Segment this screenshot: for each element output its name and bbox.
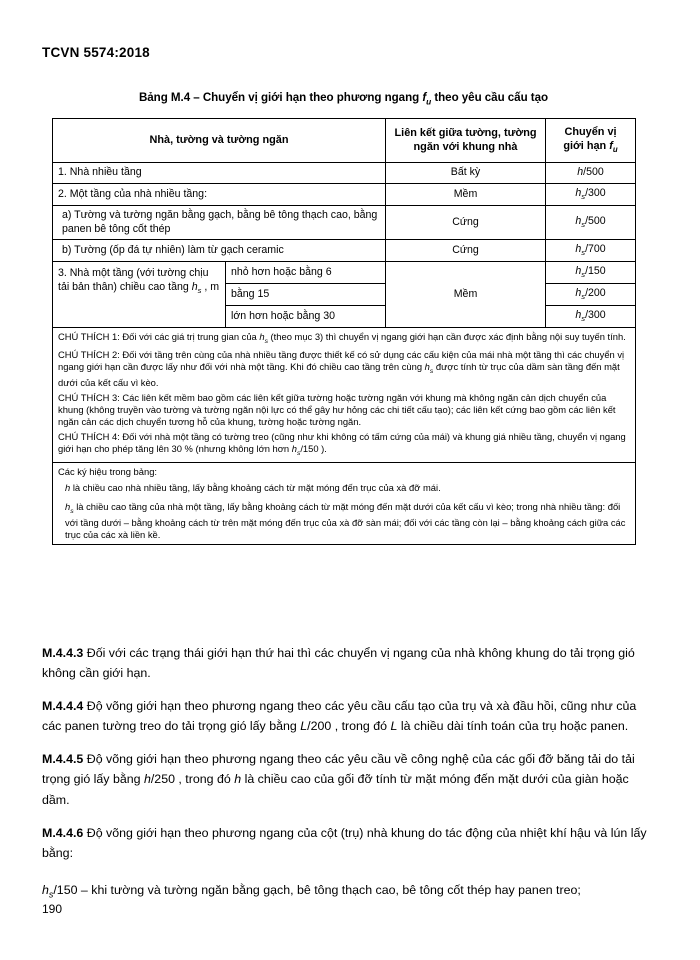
table-symbols: [53, 462, 636, 544]
table-caption-variable: $f_u$: [422, 91, 432, 107]
row3-condition-2: bằng 15: [226, 284, 386, 306]
table-caption: [52, 91, 635, 106]
note-2: CHÚ THÍCH 2: Đối với tầng trên cùng của nhà nhiều tầng được thiết kế có sử dụng các cấu kiện của mái nhà một tầng thì các chuyển vị ngang giới hạn cần được lấy như đối với nhà một tầng. Khi đó chiều cao tầng trên cùng $h_s$ được tính từ trục của dầm sàn tầng đến mặt dưới của kết cấu vì kèo.: [58, 349, 625, 388]
table-m4-wrapper: [52, 118, 635, 545]
symbols-title: Các ký hiệu trong bảng:: [58, 465, 158, 477]
row3-value-3: $h_s/300$: [546, 305, 636, 327]
document-code: TCVN 5574:2018: [42, 45, 150, 60]
paragraph-symbol-hs150: $h_s/150$ – khi tường và tường ngăn bằng gạch, bê tông thạch cao, bê tông cốt thép hay panen treo;: [42, 882, 581, 900]
row-value-2: $h_s/300$: [546, 184, 636, 206]
row3-value-2: $h_s/200$: [546, 284, 636, 306]
row-value-1: h/500: [546, 162, 636, 184]
clause-number-m443: M.4.4.3: [42, 646, 84, 660]
row-label-2a: a) Tường và tường ngăn bằng gạch, bằng bê tông thạch cao, bằng panen bê tông cốt thép: [53, 206, 386, 240]
row-label-1: 1. Nhà nhiều tầng: [53, 162, 386, 184]
column-header-connection: Liên kết giữa tường, tường ngăn với khung nhà: [386, 119, 546, 163]
paragraph-m446: M.4.4.6 Độ võng giới hạn theo phương ngang của cột (trụ) nhà khung do tác động của nhiệt khí hậu và lún lấy bằng:: [42, 825, 647, 860]
row-label-2: 2. Một tầng của nhà nhiều tầng:: [53, 184, 386, 206]
row-link-2b: Cứng: [386, 240, 546, 262]
column-header-building: Nhà, tường và tường ngăn: [53, 119, 386, 163]
note-1: CHÚ THÍCH 1: Đối với các giá trị trung gian của $h_s$ (theo mục 3) thì chuyển vị ngang giới hạn cần được xác định bằng nội suy tuyến tính.: [58, 330, 626, 345]
table-row: [53, 240, 636, 262]
table-caption-prefix: Bảng M.4 – Chuyển vị giới hạn theo phương ngang: [138, 91, 423, 104]
table-m4: [52, 118, 636, 545]
table-row: [53, 162, 636, 184]
clause-number-m445: M.4.4.5: [42, 752, 84, 767]
row3-value-1: $h_s/150$: [546, 262, 636, 284]
row-label-3: 3. Nhà một tầng (với tường chịu tải bản thân) chiều cao tầng $h_s$ , m: [53, 262, 226, 328]
table-row: [53, 206, 636, 240]
row3-condition-3: lớn hơn hoặc bằng 30: [226, 305, 386, 327]
body-content: [42, 643, 658, 902]
table-row: [53, 262, 636, 284]
table-symbols-row: [53, 462, 636, 544]
row3-condition-1: nhỏ hơn hoặc bằng 6: [226, 262, 386, 284]
note-3: CHÚ THÍCH 3: Các liên kết mềm bao gồm các liên kết giữa tường hoặc tường ngăn với khung mà không ngăn cản dịch chuyển của khung (không truyền vào tường và tường ngăn nội lực có thể gây hư hỏng các chi tiết cấu tạo); các liên kết cứng bao gồm các liên kết ngăn cản các dịch chuyển tương hỗ của khung, tường hoặc tường ngăn.: [58, 391, 616, 427]
row3-link: Mềm: [386, 262, 546, 328]
row-link-2: Mềm: [386, 184, 546, 206]
row-value-2b: $h_s/700$: [546, 240, 636, 262]
table-notes-row: [53, 327, 636, 462]
symbol-h: h là chiều cao nhà nhiều tầng, lấy bằng khoảng cách từ mặt móng đến trục của xà đỡ mái.: [65, 481, 441, 493]
table-header-row: [53, 119, 636, 163]
symbol-hs: $h_s$ là chiều cao tầng của nhà một tầng, lấy bằng khoảng cách từ mặt móng đến mặt dưới của kết cấu vì kèo; trong nhà nhiều tầng: đối với tầng dưới – bằng khoảng cách từ trên mặt móng đến trục của xà đỡ sàn mái; đối với các tầng còn lại – bằng khoảng cách giữa các trục của các xà liền kề.: [65, 501, 626, 540]
table-row: [53, 184, 636, 206]
row-link-1: Bất kỳ: [386, 162, 546, 184]
table-caption-suffix: theo yêu cầu cấu tạo: [431, 91, 549, 104]
clause-number-m444: M.4.4.4: [42, 699, 84, 714]
note-4: CHÚ THÍCH 4: Đối với nhà một tầng có tường treo (cũng như khi không có tấm cứng của mái) và khung giá nhiều tầng, chuyển vị ngang giới hạn cho phép tăng lên 30 % (nhưng không lớn hơn $h_s/150$ ).: [58, 431, 626, 457]
row-value-2a: $h_s/500$: [546, 206, 636, 240]
paragraph-m443: M.4.4.3 Đối với các trạng thái giới hạn thứ hai thì các chuyển vị ngang của nhà không khung do tải trọng gió không cần giới hạn.: [42, 646, 635, 681]
row-link-2a: Cứng: [386, 206, 546, 240]
clause-number-m446: M.4.4.6: [42, 825, 84, 840]
table-notes: [53, 327, 636, 462]
paragraph-m444: M.4.4.4 Độ võng giới hạn theo phương ngang theo các yêu cầu cấu tạo của trụ và xà đầu hồi, cũng như của các panen tường treo do tải trọng gió lấy bằng L/200 , trong đó L là chiều dài tính toán của trụ hoặc panen.: [42, 699, 637, 734]
paragraph-m445: M.4.4.5 Độ võng giới hạn theo phương ngang theo các yêu cầu về công nghệ của các gối đỡ băng tải do tải trọng gió lấy bằng h/250 , trong đó h là chiều cao của gối đỡ tính từ mặt móng đến mặt dưới của giàn hoặc dầm.: [42, 752, 635, 807]
column-header-limit: Chuyển vị giới hạn $f_u$: [546, 119, 636, 163]
row-label-2b: b) Tường (ốp đá tự nhiên) làm từ gạch ceramic: [53, 240, 386, 262]
page-number: 190: [42, 902, 63, 916]
